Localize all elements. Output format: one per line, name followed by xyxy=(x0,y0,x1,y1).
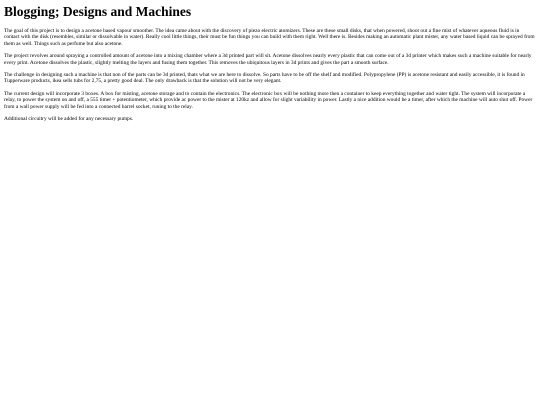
paragraph-challenge: The challenge in designing such a machine is that non of the parts can be 3d printed, thats what we are here to dissolve. So parts have to be off the shelf and modified. Polypropylene (PP) is acetone resistant and easily accessible, it is found in Tupperware products, ikea sells tubs for 2,75, a pretty good deal. The only drawback is that the solution will not be very elegant. xyxy=(4,72,525,85)
page-title: Blogging; Designs and Machines xyxy=(4,4,192,19)
paragraph-circuitry: Additional circuitry will be added for any necessary pumps. xyxy=(4,116,134,123)
paragraph-design: The current design will incorporate 3 boxes. A box for misting, acetone storage and to contain the electronics. The electronic box will be nothing more then a container to keep everything together and water tight. The system will incorporate a relay, to power the system on and off, a 555 timer + potentiometer, which provide ac power to the mister at 120kz and allow for slight variability in power. Lastly a nice addition would be a timer, after which the machine will auto shut off. Power from a wall power supply will be fed into a connected barrel socket, runing to the relay. xyxy=(4,90,533,110)
paragraph-project: The project revolves around spraying a controlled amount of acetone into a mixing chamber where a 3d printed part will sit. Acetone dissolves nearly every plastic that can come out of a 3d printer which makes such a machine suitable for nearly every print. Acetone dissolves the plastic, slightly melting the layers and fusing them together. This removes the ubiquitous layers in 3d prints and gives the part a smooth surface. xyxy=(4,53,532,66)
paragraph-intro: The goal of this project is to design a acetone based vapour smoother. The idea came about with the discovery of piezo electric atomizers. These are these small disks, that when powered, shoot out a fine mist of whatever aqueous fluid is in contact with the disk (resembles, similar or dissolvable in water). Really cool little things, their must be fun things you can build with them right. Well there is. Besides making an automatic plant mister, any water based liquid can be sprayed from them as well. Things such as perfume but also acetone. xyxy=(4,28,535,47)
